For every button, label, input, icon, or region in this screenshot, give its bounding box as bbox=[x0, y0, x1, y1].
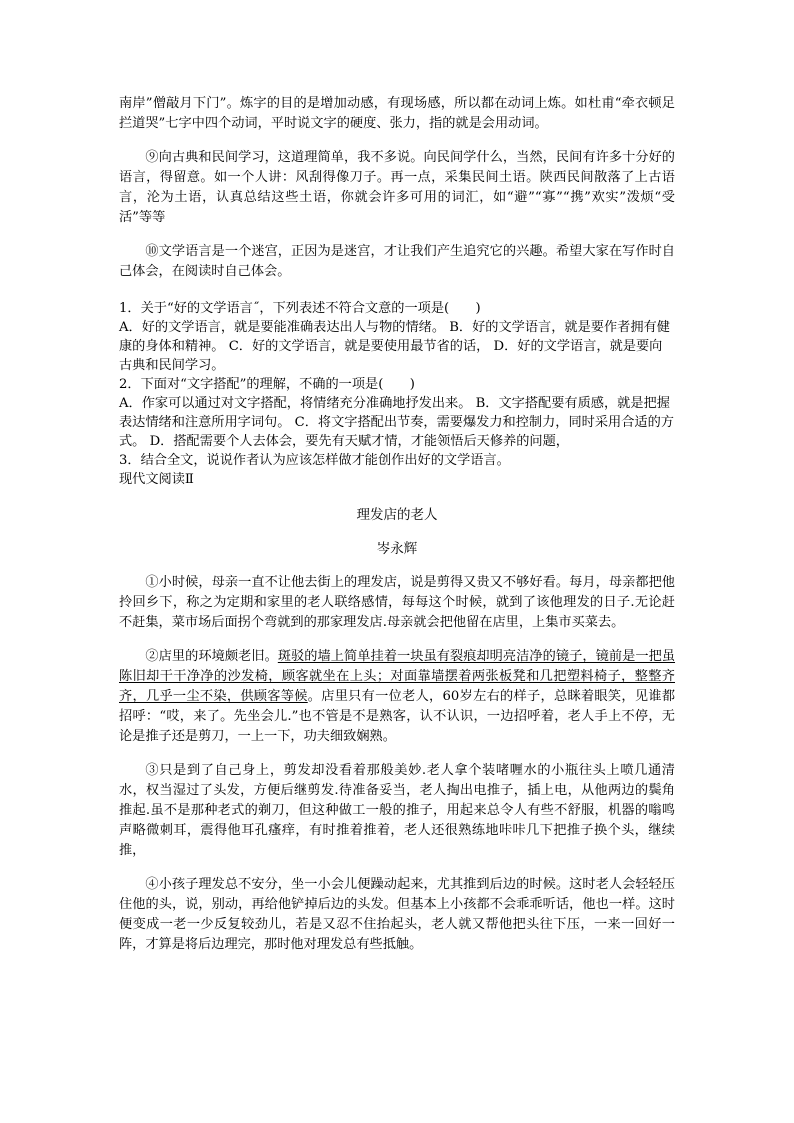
question-1: 1．关于“好的文学语言˝，下列表述不符合文意的一项是( ) bbox=[119, 301, 481, 316]
p2-start: ②店里的环境颇老旧。 bbox=[145, 649, 278, 664]
article-paragraph-3: ③只是到了自己身上，剪发却没看着那般美妙.老人拿个装啫喱水的小瓶往头上喷几通清水，权当湿过了头发，方便后继剪发.待准备妥当，老人掏出电推子，插上电，从他两边的鬓角推起.虽不是那种老式的剃刀，但这种做工一般的推子，用起来总令人有些不舒服，机器的嗡鸣声略微刺耳，震得他耳孔瘙痒，有时推着推着，老人还很熟练地咔咔几下把推子换个头，继续推， bbox=[119, 763, 675, 858]
article-author: 岑永辉 bbox=[376, 541, 418, 557]
paragraph-8-continued: 南岸”僧敲月下门”。炼字的目的是增加动感，有现场感，所以都在动词上炼。如杜甫“牵衣顿足拦道哭”七字中四个动词，平时说文字的硬度、张力，指的就是会用动词。 bbox=[119, 96, 675, 131]
article-paragraph-4: ④小孩子理发总不安分，坐一小会儿便躁动起来，尤其推到后边的时候。这时老人会轻轻压住他的头，说，别动，再给他铲掉后边的头发。但基本上小孩都不会乖乖听话，他也一样。这时便变成一老一少反复较劲儿，若是又忍不住抬起头，老人就又帮他把头往下压，一来一回好一阵，才算是将后边理完，那时他对理发总有些抵触。 bbox=[119, 877, 675, 952]
paragraph-10: ⑩文学语言是一个迷宫，正因为是迷宫，才让我们产生追究它的兴趣。希望大家在写作时自己体会，在阅读时自己体会。 bbox=[119, 244, 675, 279]
p2-end: 。店里只有一位老人，60岁左右的样子，总眯着眼笑，见谁都招呼：“哎，来了。先坐会儿.”也不管是不是熟客，认不认识，一边招呼着，老人手上不停，无论是推子还是剪刀，一上一下，功夫细致娴熟。 bbox=[119, 689, 676, 744]
article-paragraph-2 bbox=[119, 647, 675, 747]
question-1-options: A．好的文学语言，就是要能准确表达出人与物的情绪。 B．好的文学语言，就是要作者拥有健康的身体和精神。 C．好的文学语言，就是要使用最节省的话， D．好的文学语言，就是要向古典和民间学习。 bbox=[119, 320, 670, 373]
question-2-options: A．作家可以通过对文字搭配，将情绪充分准确地抒发出来。 B．文字搭配要有质感，就是把握表达情绪和注意所用字词句。 C．将文字搭配出节奏，需要爆发力和控制力，同时采用合适的方式。 D．搭配需要个人去体会，要先有天赋才情，才能领悟后天修养的问题， bbox=[119, 396, 674, 449]
question-3: 3．结合全文，说说作者认为应该怎样做才能创作出好的文学语言。 bbox=[119, 453, 510, 468]
article-title: 理发店的老人 bbox=[356, 507, 438, 523]
p2-underlined-sentence: 斑驳的墙上简单挂着一块虽有裂痕却明亮洁净的镜子，镜前是一把虽陈旧却干干净净的沙发椅，顾客就坐在上头；对面靠墙摆着两张板凳和几把塑料椅子，整整齐齐，几乎一尘不染，供顾客等候 bbox=[119, 649, 676, 704]
question-2: 2．下面对“文字搭配”的理解，不确的一项是( ) bbox=[119, 377, 415, 392]
section-heading: 现代文阅读Ⅱ bbox=[119, 472, 194, 487]
article-paragraph-1: ①小时候，母亲一直不让他去街上的理发店，说是剪得又贵又不够好看。每月，母亲都把他拎回乡下，称之为定期和家里的老人联络感情，每每这个时候，就到了该他理发的日子.无论赶不赶集，菜市场后面拐个弯就到的那家理发店.母亲就会把他留在店里，上集市买菜去。 bbox=[119, 575, 675, 630]
paragraph-9: ⑨向古典和民间学习，这道理简单，我不多说。向民间学什么，当然，民间有许多十分好的语言，得留意。如一个人讲：风刮得像刀子。再一点，采集民间土语。陕西民间散落了上古语言，沦为土语，认真总结这些土语，你就会许多可用的词汇，如“避”“寡”“携”欢实”泼烦“受活”等等 bbox=[119, 150, 675, 225]
questions-block bbox=[119, 299, 675, 489]
document-page bbox=[119, 94, 675, 955]
